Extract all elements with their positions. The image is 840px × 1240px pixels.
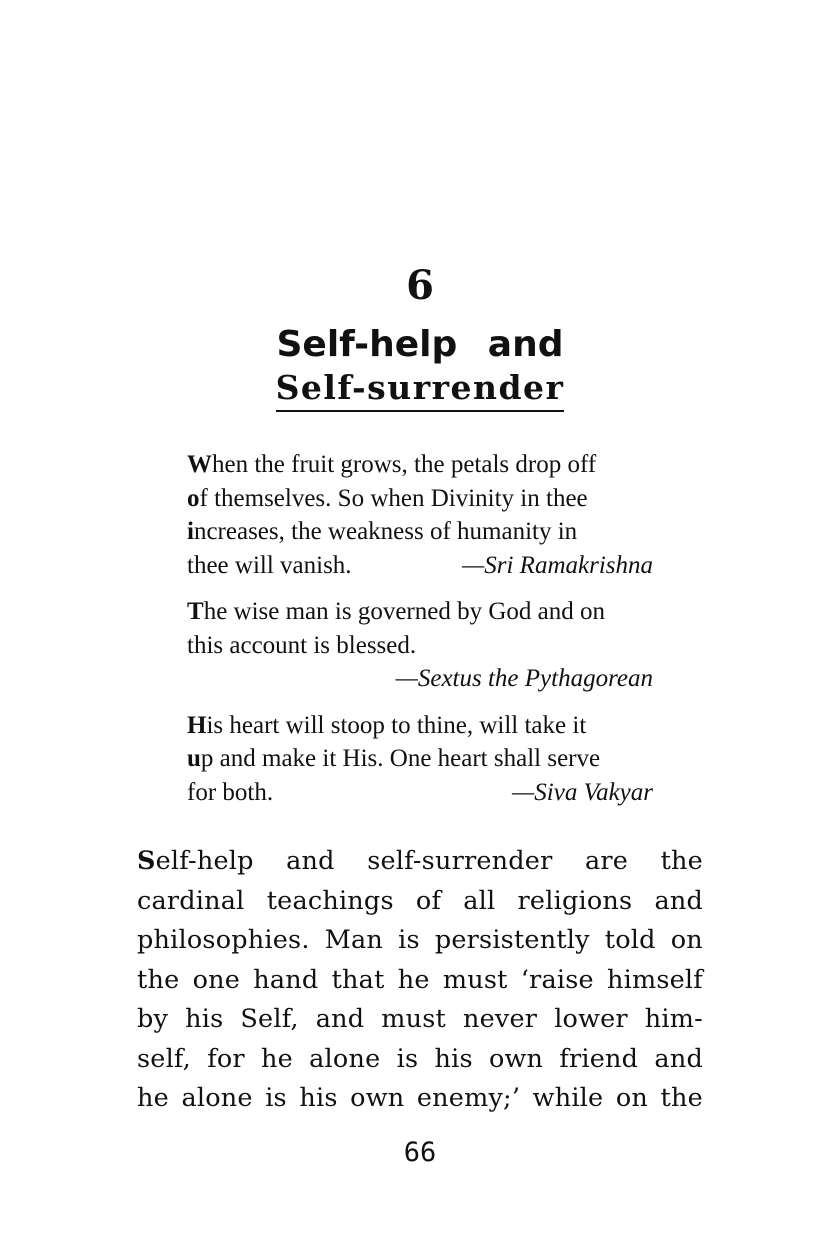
- body-word: enemy;’: [416, 1083, 521, 1113]
- body-word: and: [315, 1004, 365, 1034]
- epigraph-attribution: —Siva Vakyar: [512, 778, 653, 806]
- body-word: the: [660, 846, 703, 876]
- epigraph-line: up and make it His. One heart shall serve: [187, 745, 601, 772]
- body-word: own: [350, 1083, 405, 1113]
- body-word: his: [434, 1043, 473, 1074]
- epigraph-attribution: —Sextus the Pythagorean: [395, 665, 653, 692]
- epigraphs: [187, 448, 653, 822]
- epigraph-line: of themselves. So when Divinity in thee: [187, 484, 588, 512]
- page-number: 66: [403, 1137, 437, 1168]
- body-word: must: [381, 1004, 447, 1034]
- epigraph-line: increases, the weakness of humanity in: [187, 518, 578, 545]
- body-word: lower: [554, 1004, 628, 1034]
- epigraph-line: this account is blessed.: [187, 631, 417, 659]
- chapter-title-line-1: Self-help and: [276, 324, 564, 365]
- body-word: on: [670, 925, 703, 955]
- body-word: his: [185, 1004, 224, 1034]
- body-word: and: [286, 846, 335, 876]
- body-word: alone: [181, 1083, 253, 1113]
- body-word: of: [415, 885, 442, 916]
- body-word: he: [397, 964, 430, 995]
- body-word: he: [137, 1083, 169, 1113]
- body-line: [137, 842, 703, 882]
- body-word: by: [137, 1004, 169, 1034]
- epigraph-attribution: —Sri Ramakrishna: [462, 551, 653, 579]
- body-word: him-: [644, 1004, 703, 1034]
- epigraph-last-row: [187, 549, 653, 583]
- body-word: friend: [559, 1043, 639, 1074]
- epigraph-last-row: [187, 776, 653, 810]
- body-word: teachings: [266, 885, 394, 916]
- body-word: the: [660, 1083, 703, 1113]
- epigraph: [187, 448, 653, 582]
- body-word: religions: [517, 885, 633, 916]
- epigraph: [187, 709, 653, 810]
- body-word: hand: [253, 964, 319, 995]
- body-line: [137, 961, 703, 1001]
- initial-letter: S: [137, 846, 156, 876]
- body-word: self-surrender: [367, 846, 553, 876]
- body-word: never: [463, 1004, 538, 1034]
- epigraph: [187, 595, 653, 696]
- epigraph-line: When the fruit grows, the petals drop off: [187, 451, 597, 478]
- body-word: for: [207, 1043, 245, 1074]
- body-word: and: [654, 1043, 703, 1074]
- body-word: Self-help: [137, 846, 254, 876]
- body-line: [137, 882, 703, 922]
- body-word: that: [331, 964, 385, 995]
- body-word: told: [604, 925, 656, 955]
- body-word: is: [265, 1083, 287, 1113]
- body-word: all: [463, 885, 496, 916]
- body-word: Man: [324, 925, 384, 955]
- epigraph-line: His heart will stoop to thine, will take it: [187, 711, 587, 739]
- epigraph-line: for both.: [187, 778, 274, 806]
- body-word: cardinal: [137, 885, 245, 916]
- body-word: Self,: [240, 1004, 299, 1034]
- body-word: and: [654, 885, 703, 916]
- body-word: his: [299, 1083, 338, 1113]
- chapter-number: 6: [406, 262, 434, 309]
- body-line: [137, 921, 703, 961]
- body-word: while: [532, 1083, 604, 1113]
- chapter-title-line-2-wrap: [0, 367, 840, 412]
- body-word: himself: [606, 964, 703, 995]
- body-word: are: [584, 846, 629, 876]
- body-word: own: [488, 1043, 544, 1074]
- chapter-title-line-2: Self-surrender: [276, 367, 565, 412]
- epigraph-line: The wise man is governed by God and on: [187, 598, 605, 625]
- body-word: is: [396, 1043, 419, 1074]
- body-word: persistently: [434, 925, 590, 955]
- body-line: [137, 1040, 703, 1080]
- body-line: [137, 1000, 703, 1040]
- epigraph-line: thee will vanish.: [187, 551, 352, 579]
- body-word: on: [615, 1083, 649, 1113]
- body-word: self,: [137, 1043, 191, 1074]
- body-word: philosophies.: [137, 925, 310, 955]
- body-word: must: [442, 964, 508, 995]
- body-word: the: [137, 964, 180, 995]
- body-word: he: [261, 1043, 293, 1074]
- body-paragraph: [137, 842, 703, 1119]
- body-word: one: [192, 964, 241, 995]
- body-word: alone: [309, 1043, 381, 1074]
- body-word: ‘raise: [520, 964, 594, 995]
- body-word: is: [398, 925, 420, 955]
- body-line: [137, 1079, 703, 1119]
